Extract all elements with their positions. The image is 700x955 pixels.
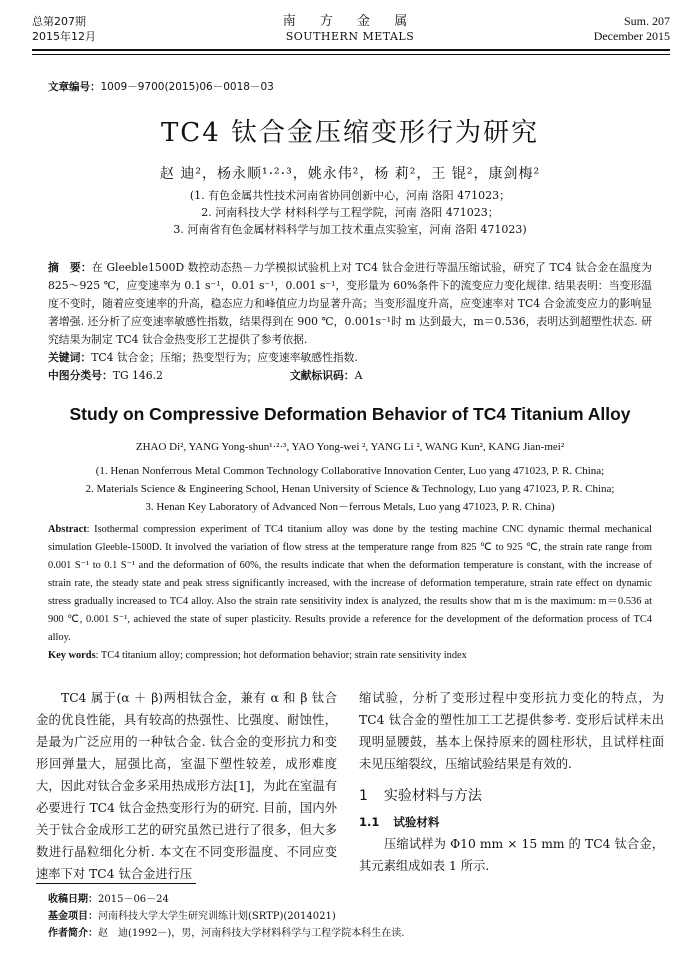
header-rule-thin (32, 54, 670, 55)
issue-month: December 2015 (593, 29, 670, 43)
issue-date: 2015年12月 (32, 30, 96, 43)
journal-name-en: SOUTHERN METALS (285, 30, 415, 43)
issue-sum: Sum. 207 (623, 14, 670, 28)
title-cn: TC4 钛合金压缩变形行为研究 (160, 118, 540, 148)
abstract-cn (48, 259, 652, 349)
body-right-column (359, 687, 664, 877)
body-right-paragraph-1: 缩试验，分析了变形过程中变形抗力变化的特点，为 TC4 钛合金的塑性加工工艺提供参考. 变形后试样未出现明显腰鼓，基本上保持原来的圆柱形状，且试样柱面未见压缩裂纹，压缩试验结果是有效的. (359, 691, 664, 771)
abstract-en (48, 521, 652, 665)
header-rule-thick (32, 49, 670, 51)
affiliation-en-2: 2. Materials Science & Engineering School, Henan University of Science & Technology, Luo yang 471023, P. R. China; (85, 483, 615, 495)
author-bio-label: 作者简介： (48, 928, 98, 939)
abstract-en-label: Abstract (48, 524, 87, 535)
classification (48, 367, 652, 385)
authors-cn: 赵 迪²，杨永顺¹·²·³，姚永伟²，杨 莉²，王 锟²，康剑梅² (159, 166, 541, 182)
section-1-heading (359, 785, 664, 807)
clc-value: TG 146.2 (112, 369, 163, 382)
keywords-cn-text: TC4 钛合金；压缩；热变型行为；应变速率敏感性指数. (91, 351, 358, 364)
keywords-en-label: Key words (48, 650, 96, 661)
journal-issue-en (594, 14, 670, 44)
affiliation-cn-3: 3. 河南省有色金属材料科学与加工技术重点实验室，河南 洛阳 471023) (173, 223, 527, 236)
doc-code-label: 文献标识码： (289, 369, 355, 382)
abstract-cn-label: 摘 要： (48, 261, 92, 274)
received-date: 2015－06－24 (98, 894, 169, 905)
received-label: 收稿日期： (48, 894, 98, 905)
abstract-cn-text: 在 Gleeble1500D 数控动态热－力学模拟试验机上对 TC4 钛合金进行等温压缩试验，研究了 TC4 钛合金在温度为 825～925 ℃，应变速率为 0.1 s⁻¹，0.01 s⁻¹，0.001 s⁻¹，变形量为 60%条件下的流变应力变化规律. 结果表明：当变形温度不变时，随着应变速率的升高，稳态应力和峰值应力均显著升高；当变形温度升高，应变速率对 TC4 合金流变应力的影响显著增强. 还分析了应变速率敏感性指数，结果得到在 900 ℃，0.001s⁻¹时 m 达到最大，m＝0.536，表明达到超塑性状态. 研究结果为制定 TC4 钛合金热变形工艺提供了参考依据. (48, 261, 652, 346)
affiliation-cn-2: 2. 河南科技大学 材料科学与工程学院，河南 洛阳 471023； (201, 206, 499, 219)
author-bio-text: 赵 迪(1992－)，男，河南科技大学材料科学与工程学院本科生在读. (98, 928, 405, 939)
subsection-1-1-title: 试验材料 (393, 815, 440, 829)
subsection-1-1-number: 1.1 (359, 815, 380, 829)
affiliation-cn-1: (1. 有色金属共性技术河南省协同创新中心，河南 洛阳 471023； (189, 189, 511, 202)
section-1-number: 1 (359, 788, 368, 804)
affiliation-en-1: (1. Henan Nonferrous Metal Common Technology Collaborative Innovation Center, Luo yang 471023, P. R. China; (95, 465, 605, 477)
body-right-paragraph-2: 压缩试样为 Φ10 mm × 15 mm 的 TC4 钛合金，其元素组成如表 1 所示. (359, 837, 664, 873)
footnote-author (48, 927, 404, 941)
footnote-rule (36, 883, 196, 884)
journal-name-cn: 南 方 金 属 (282, 14, 418, 29)
keywords-cn-label: 关键词： (48, 351, 92, 364)
title-en: Study on Compressive Deformation Behavior of TC4 Titanium Alloy (69, 404, 631, 424)
authors-en: ZHAO Di², YANG Yong-shun¹·²·³, YAO Yong-wei ², YANG Li ², WANG Kun², KANG Jian-mei² (135, 441, 565, 453)
keywords-en-text: : TC4 titanium alloy; compression; hot deformation behavior; strain rate sensitivity index (95, 650, 467, 661)
footnote-fund (48, 910, 336, 924)
clc-label: 中图分类号： (48, 369, 113, 382)
doc-code-value: A (354, 369, 363, 382)
keywords-cn (48, 349, 652, 367)
keywords-en (48, 647, 652, 665)
section-1-title: 实验材料与方法 (383, 788, 482, 804)
fund-label: 基金项目： (48, 911, 98, 922)
abstract-en-text: : Isothermal compression experiment of TC4 titanium alloy was done by the testing machine CNC dynamic thermal mechanical simulation Gleeble-1500D. It involved the variation of flow stress at the temperature range from 825 ℃ to 925 ℃, the strain rate range from 0.001 S⁻¹ to 0.1 S⁻¹ and the deformation of 60%, the results indicate that when the deformation temperature is constant, with the increase of strain rate, the steady state and peak stress significantly increased, with the increase of deformation temperature, strain rate effect on dynamic stress gradually increased to TC4 alloy. Also the strain rate sensitivity index is analyzed, the results show that m is the maximum: m＝0.536 at 900 ℃, 0.001 S⁻¹, achieved the state of super plasticity. Results provide a reference for the development of the deformation process of TC4 alloy. (48, 524, 652, 643)
fund-text: 河南科技大学大学生研究训练计划(SRTP)(2014021) (98, 911, 336, 922)
issue-number: 总第207期 (32, 15, 86, 28)
subsection-1-1-heading (359, 811, 664, 833)
body-left-column: TC4 属于(α ＋ β)两相钛合金，兼有 α 和 β 钛合金的优良性能，具有较高的热强性、比强度、耐蚀性，是最为广泛应用的一种钛合金. 钛合金的变形抗力和变形回弹量大，屈强比高，室温下塑性较差，成形难度大，因此对钛合金多采用热成形方法[1]，为此在室温有必要进行 TC4 钛合金热变形行为的研究. 目前，国内外关于钛合金成形工艺的研究虽然已进行了很多，但大多数进行晶粒细化分析. 本文在不同变形温度、不同应变速率下对 TC4 钛合金进行压 (36, 691, 337, 881)
article-number (48, 79, 274, 94)
article-number-label: 文章编号： (48, 81, 101, 93)
footnote-received (48, 893, 169, 907)
affiliation-en-3: 3. Henan Key Laboratory of Advanced Non－ferrous Metals, Luo yang 471023, P. R. China) (145, 501, 555, 513)
article-number-value: 1009－9700(2015)06－0018－03 (100, 81, 274, 93)
